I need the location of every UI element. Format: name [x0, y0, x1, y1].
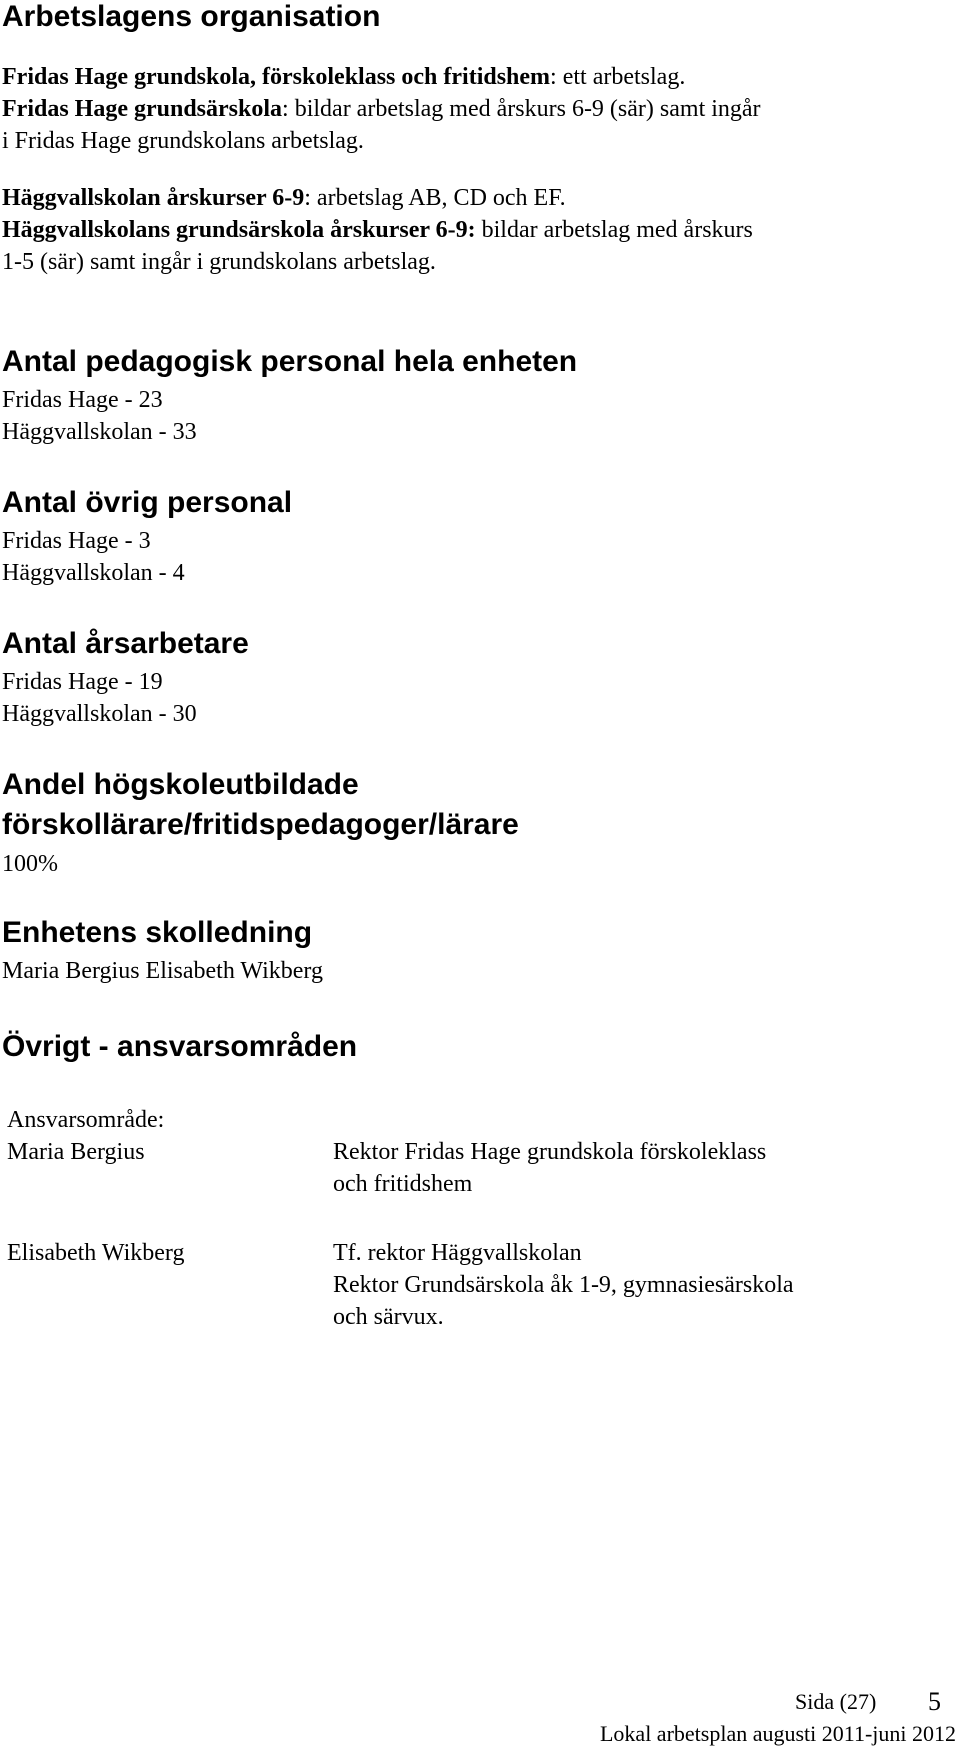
org-fridas-line1-bold: Fridas Hage grundskola, förskoleklass och fritidshem — [2, 64, 551, 90]
org-fridas-line3: i Fridas Hage grundskolans arbetslag. — [2, 128, 364, 154]
resp-role-wikberg-line1: Tf. rektor Häggvallskolan — [333, 1240, 582, 1266]
arsarb-heading: Antal årsarbetare — [2, 627, 249, 660]
resp-role-bergius — [333, 1136, 766, 1200]
org-fridas-line2 — [2, 93, 761, 125]
org-haggvall-line1-bold: Häggvallskolan årskurser 6-9 — [2, 185, 305, 211]
resp-role-bergius-line1: Rektor Fridas Hage grundskola förskoleklass — [333, 1139, 767, 1165]
resp-role-wikberg-line3: och särvux. — [333, 1304, 444, 1330]
ped-fridas: Fridas Hage - 23 — [2, 387, 163, 413]
andel-heading-line2: förskollärare/fritidspedagoger/lärare — [2, 808, 519, 841]
org-haggvall-line2-rest: bildar arbetslag med årskurs — [475, 217, 753, 243]
org-haggvall-block — [2, 182, 753, 278]
ped-values — [2, 384, 197, 448]
ovrig-heading: Antal övrig personal — [2, 486, 293, 519]
arsarb-fridas: Fridas Hage - 19 — [2, 669, 163, 695]
org-haggvall-line1 — [2, 182, 753, 214]
ledning-value: Maria Bergius Elisabeth Wikberg — [2, 958, 323, 984]
org-fridas-block — [2, 61, 761, 157]
org-fridas-line2-rest: : bildar arbetslag med årskurs 6-9 (sär) samt ingår — [282, 96, 761, 122]
ped-haggvall: Häggvallskolan - 33 — [2, 419, 197, 445]
org-fridas-line2-bold: Fridas Hage grundsärskola — [2, 96, 283, 122]
resp-name-bergius: Maria Bergius — [7, 1139, 145, 1165]
resp-role-wikberg-line2: Rektor Grundsärskola åk 1-9, gymnasiesärskola — [333, 1272, 794, 1298]
org-fridas-line1-rest: : ett arbetslag. — [550, 64, 686, 90]
org-haggvall-line1-rest: : arbetslag AB, CD och EF. — [304, 185, 566, 211]
arsarb-values — [2, 666, 197, 730]
ped-heading: Antal pedagogisk personal hela enheten — [2, 345, 578, 378]
andel-value: 100% — [2, 851, 58, 877]
org-haggvall-line2 — [2, 214, 753, 246]
arsarb-haggvall: Häggvallskolan - 30 — [2, 701, 197, 727]
andel-heading-line1: Andel högskoleutbildade — [2, 768, 359, 801]
main-title: Arbetslagens organisation — [2, 0, 381, 33]
ovrigt-heading: Övrigt - ansvarsområden — [2, 1030, 358, 1063]
ovrig-values — [2, 525, 185, 589]
org-fridas-line1 — [2, 61, 761, 93]
resp-role-bergius-line2: och fritidshem — [333, 1171, 473, 1197]
footer-page-number: 5 — [928, 1687, 941, 1716]
resp-label: Ansvarsområde: — [7, 1107, 165, 1133]
resp-name-wikberg: Elisabeth Wikberg — [7, 1240, 185, 1266]
ledning-heading: Enhetens skolledning — [2, 916, 313, 949]
ovrig-haggvall: Häggvallskolan - 4 — [2, 560, 185, 586]
footer-page-label: Sida (27) — [795, 1689, 877, 1714]
org-haggvall-line3: 1-5 (sär) samt ingår i grundskolans arbetslag. — [2, 249, 436, 275]
ovrig-fridas: Fridas Hage - 3 — [2, 528, 151, 554]
resp-role-wikberg — [333, 1237, 794, 1333]
footer-doc-title: Lokal arbetsplan augusti 2011-juni 2012 — [599, 1721, 956, 1746]
org-haggvall-line2-bold: Häggvallskolans grundsärskola årskurser 6-9: — [2, 217, 476, 243]
